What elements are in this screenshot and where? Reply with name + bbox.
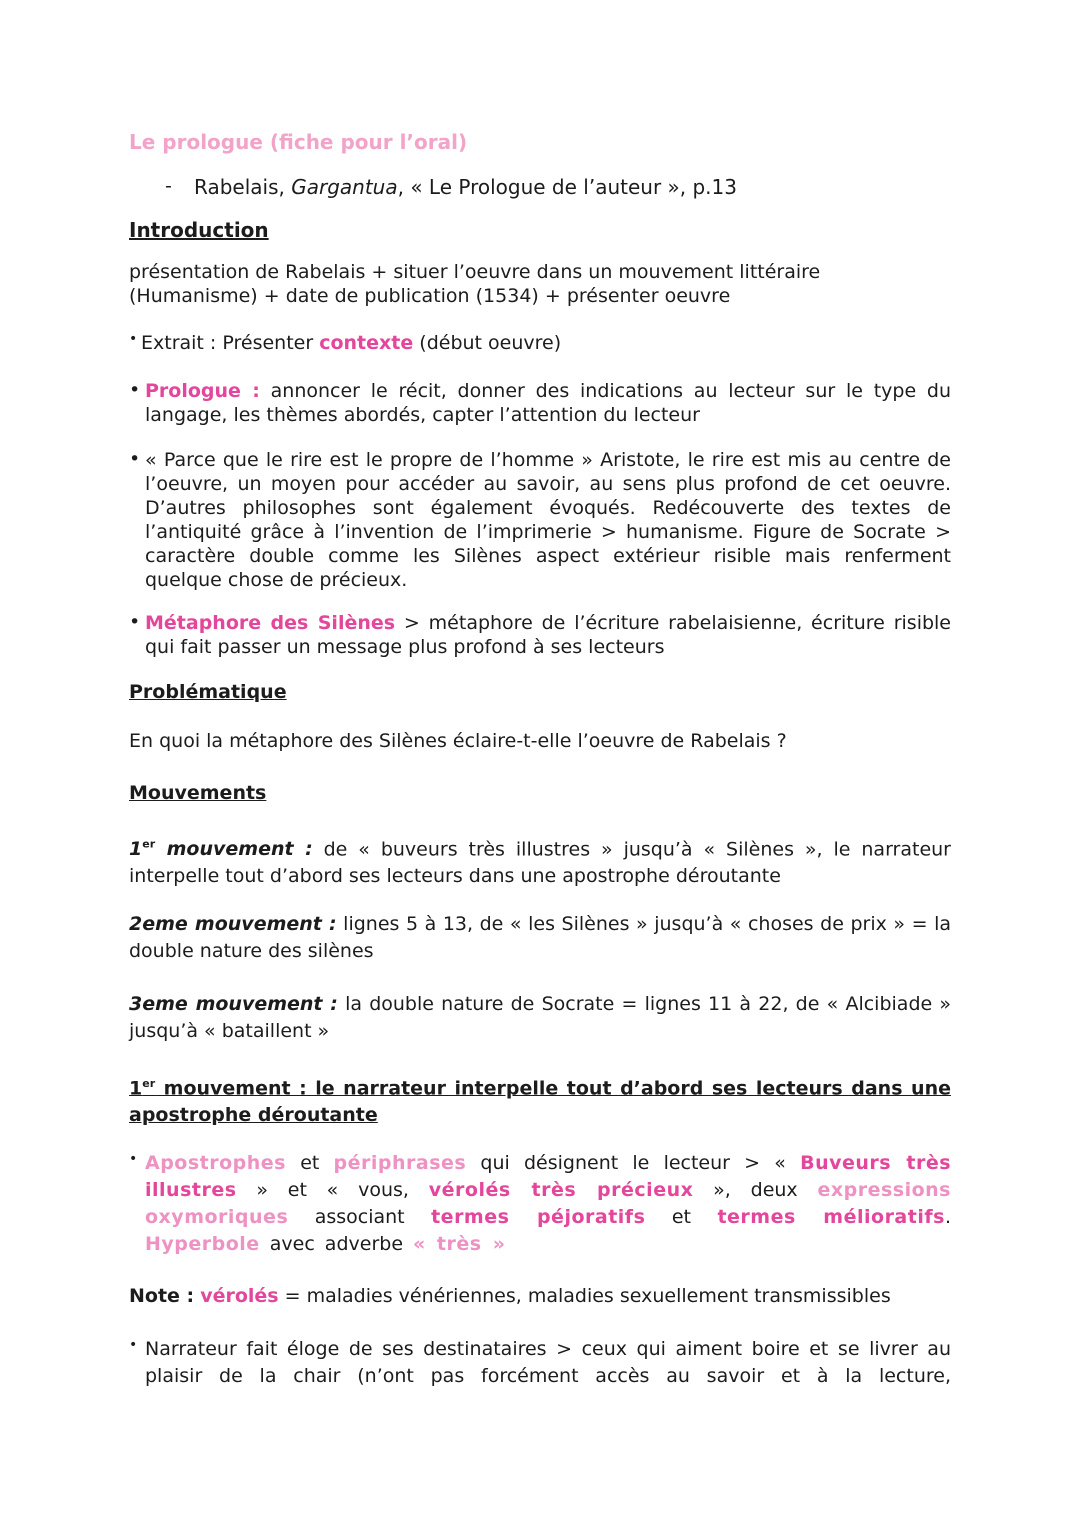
introduction-text: présentation de Rabelais + situer l’oeuvre dans un mouvement littéraire (Humanisme) + date de publication (1534) + présenter oeuvre <box>129 261 821 307</box>
bullet-icon: • <box>129 1151 138 1167</box>
movement-2 <box>129 911 951 965</box>
bullet-metaphore <box>145 611 951 659</box>
section-1-paragraph-1: Apostrophes et périphrases qui désignent le lecteur > « Buveurs très illustres » et « vous, vérolés très précieux », deux expressions oxymoriques associant termes péjoratifs et termes mélioratifs. Hyperbole avec adverbe « très » <box>145 1152 952 1255</box>
bullet-icon: • <box>129 331 138 347</box>
section-1-paragraph-2: Narrateur fait éloge de ses destinataires > ceux qui aiment boire et se livrer au plaisir de la chair (n’ont pas forcément accès au savoir et à la lecture, <box>145 1338 951 1387</box>
highlight-prologue: Prologue : <box>145 380 260 402</box>
reference-work-title: Gargantua <box>291 175 398 199</box>
movement-3-label: 3eme mouvement : <box>129 993 338 1015</box>
bullet-icon: • <box>129 379 141 401</box>
bullet-prologue-text: annoncer le récit, donner des indications au lecteur sur le type du langage, les thèmes abordés, capter l’attention du lecteur <box>145 380 952 426</box>
reference-rest: , « Le Prologue de l’auteur », p.13 <box>397 175 737 199</box>
movement-3 <box>129 991 951 1045</box>
reference-author: Rabelais, <box>194 175 292 199</box>
reference-dash: - <box>165 175 172 197</box>
movement-1-text: de « buveurs très illustres » jusqu’à « Silènes », le narrateur interpelle tout d’abord ses lecteurs dans une apostrophe déroutante <box>129 838 951 888</box>
note-line <box>129 1285 951 1307</box>
bullet-icon: • <box>129 611 141 633</box>
bullet-extrait-rest: (début oeuvre) <box>413 332 562 354</box>
movement-1-label: 1er mouvement : <box>129 838 313 861</box>
page-title: Le prologue (fiche pour l’oral) <box>129 130 468 154</box>
bullet-extrait <box>141 332 963 354</box>
heading-introduction: Introduction <box>129 218 269 242</box>
bullet-rire: « Parce que le rire est le propre de l’homme » Aristote, le rire est mis au centre de l’oeuvre, un moyen pour accéder au savoir, au sens plus profond de cet oeuvre. D’autres philosophes sont également évoqués. Redécouverte des textes de l’antiquité grâce à l’invention de l’imprimerie > humanisme. Figure de Socrate > caractère double comme les Silènes aspect extérieur risible mais renferment quelque chose de précieux. <box>145 449 951 591</box>
movement-2-text: lignes 5 à 13, de « les Silènes » jusqu’à « choses de prix » = la double nature des silènes <box>129 913 952 962</box>
note-label: Note : <box>129 1285 195 1307</box>
note-word: vérolés <box>200 1285 279 1307</box>
work-reference <box>194 175 894 199</box>
bullet-extrait-text: Extrait : Présenter <box>141 332 320 354</box>
highlight-contexte: contexte <box>319 332 414 354</box>
heading-mouvements: Mouvements <box>129 782 267 804</box>
movement-2-label: 2eme mouvement : <box>129 913 337 935</box>
bullet-icon: • <box>129 1337 138 1353</box>
movement-1 <box>129 831 951 890</box>
heading-problematique: Problématique <box>129 681 287 703</box>
highlight-metaphore: Métaphore des Silènes <box>145 612 396 634</box>
note-text: = maladies vénériennes, maladies sexuellement transmissibles <box>278 1285 891 1307</box>
bullet-prologue <box>145 379 951 427</box>
problematique-text: En quoi la métaphore des Silènes éclaire-t-elle l’oeuvre de Rabelais ? <box>129 730 787 752</box>
movement-3-text: la double nature de Socrate = lignes 11 à 22, de « Alcibiade » jusqu’à « bataillent » <box>129 993 952 1042</box>
heading-section-1: 1er mouvement : le narrateur interpelle tout d’abord ses lecteurs dans une apostrophe déroutante <box>129 1077 951 1127</box>
bullet-metaphore-text: > métaphore de l’écriture rabelaisienne, écriture risible qui fait passer un message plus profond à ses lecteurs <box>145 612 951 658</box>
bullet-icon: • <box>129 448 141 470</box>
